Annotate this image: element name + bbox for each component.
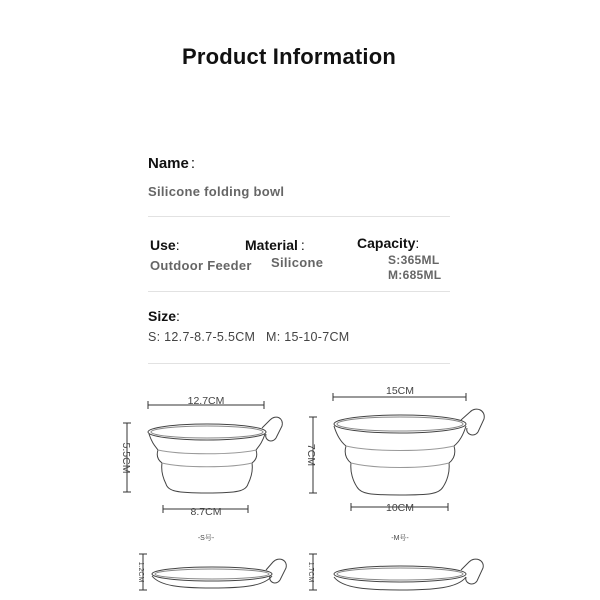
size-small: S: 12.7-8.7-5.5CM	[148, 330, 256, 344]
use-label-colon: :	[175, 237, 180, 253]
name-value: Silicone folding bowl	[148, 184, 285, 199]
medium-top-width-label: 15CM	[385, 385, 415, 397]
small-size-tag: -S号-	[197, 535, 215, 542]
name-label-text: Name	[148, 155, 189, 172]
medium-bowl-illustration	[334, 409, 484, 495]
capacity-small: S:365ML	[388, 253, 440, 267]
material-label-colon: :	[300, 237, 305, 253]
page-title: Product Information	[181, 44, 396, 69]
medium-bottom-width-label: 10CM	[385, 502, 415, 514]
material-label-text: Material	[245, 237, 298, 253]
small-folded-height-label: 1.2CM	[137, 561, 144, 583]
size-medium: M: 15-10-7CM	[266, 330, 350, 344]
capacity-medium: M:685ML	[388, 268, 442, 282]
medium-folded-bowl-illustration	[334, 559, 483, 590]
name-label-colon: :	[190, 155, 196, 172]
small-height-label: 5.5CM	[120, 442, 132, 474]
medium-folded-height-label: 1.7CM	[307, 561, 314, 583]
medium-height-label: 7CM	[305, 443, 317, 467]
size-label-colon: :	[176, 308, 180, 324]
capacity-label-colon: :	[415, 235, 420, 251]
capacity-label-text: Capacity	[357, 235, 416, 251]
use-label-text: Use	[150, 237, 176, 253]
small-bowl-illustration	[148, 417, 282, 493]
medium-size-tag: -M号-	[391, 535, 409, 542]
material-value: Silicone	[271, 255, 324, 270]
use-value: Outdoor Feeder	[150, 258, 252, 273]
small-folded-bowl-illustration	[152, 559, 286, 588]
small-top-width-label: 12.7CM	[187, 395, 225, 407]
small-bottom-width-label: 8.7CM	[190, 506, 222, 518]
size-label-text: Size	[148, 308, 177, 324]
